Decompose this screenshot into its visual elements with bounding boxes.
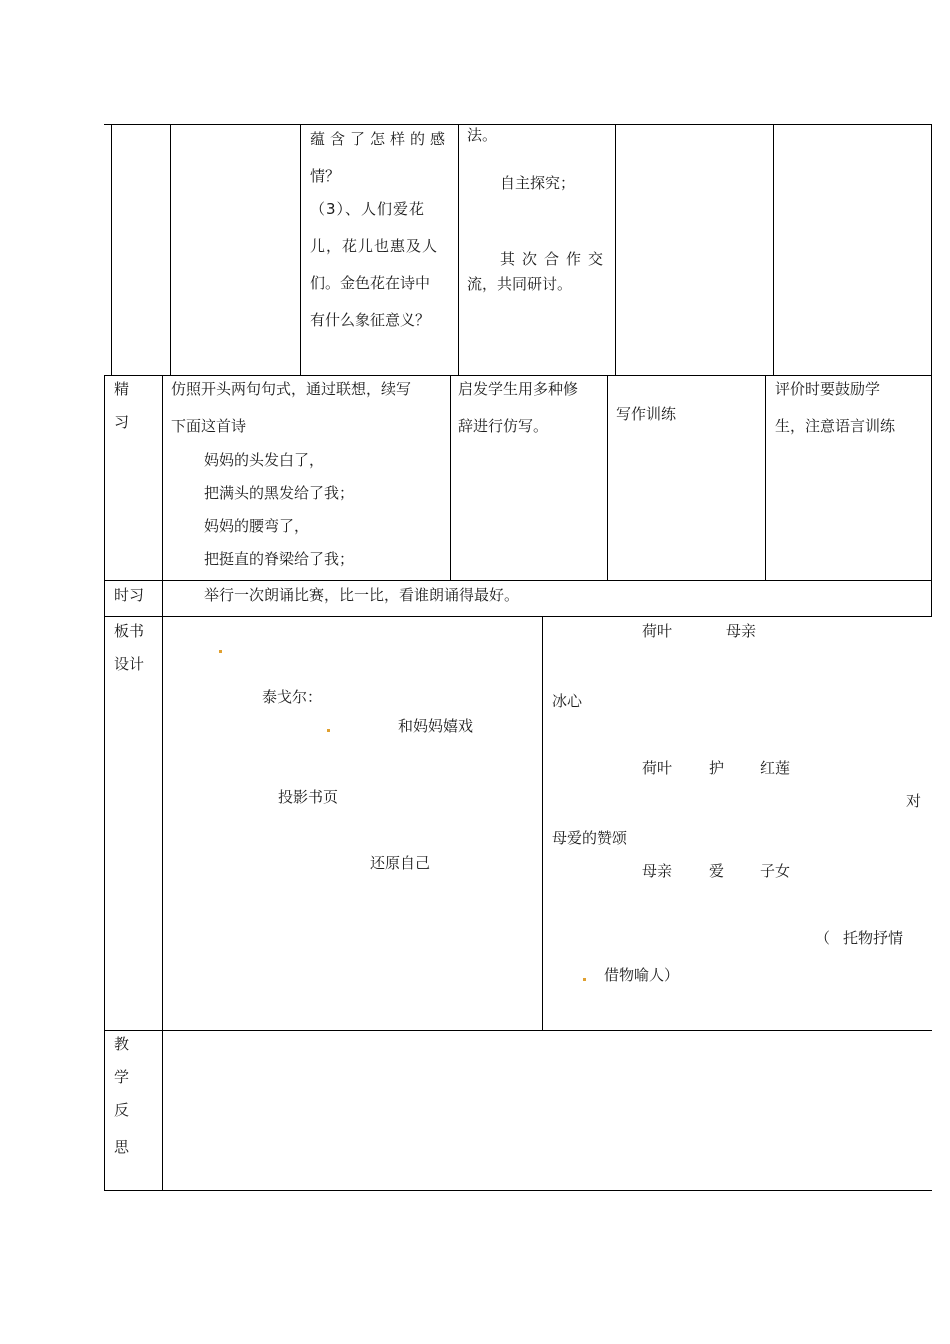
table-top-border	[104, 124, 932, 125]
poem-line: 把满头的黑发给了我；	[204, 484, 355, 502]
row1-question-line: （3）、人们爱花	[310, 200, 426, 218]
board-author: 泰戈尔：	[262, 688, 323, 706]
board-theme: 母爱的赞颂	[552, 829, 628, 847]
board-word: 红莲	[760, 759, 791, 777]
banshu-label-line: 板书	[114, 622, 145, 640]
board-author: 冰心	[552, 692, 583, 710]
row1-question-line: 们。金色花在诗中	[310, 274, 431, 292]
board-paren: （	[815, 929, 831, 947]
poem-line: 妈妈的腰弯了，	[204, 517, 310, 535]
shixi-content: 举行一次朗诵比赛，比一比，看谁朗诵得最好。	[204, 586, 520, 604]
marker-dot	[219, 650, 222, 653]
shixi-vline-1	[162, 580, 163, 616]
fansi-label-char: 思	[114, 1138, 130, 1156]
shixi-bottom-border	[104, 616, 932, 617]
jingxi-method-line: 辞进行仿写。	[458, 417, 549, 435]
jingxi-bottom-border	[104, 580, 932, 581]
board-word: 子女	[760, 862, 791, 880]
marker-dot	[583, 978, 586, 981]
fansi-label-char: 反	[114, 1101, 130, 1119]
row1-question-line: 有什么象征意义？	[310, 311, 431, 329]
jingxi-vline-2	[450, 375, 451, 580]
table-right-border	[931, 124, 932, 578]
row1-method-line: 自主探究；	[500, 174, 576, 192]
board-item: 投影书页	[278, 788, 339, 806]
row1-vline-3	[458, 124, 459, 375]
banshu-label-line: 设计	[114, 655, 145, 673]
board-word: 荷叶	[642, 759, 673, 777]
poem-line: 把挺直的脊梁给了我；	[204, 550, 355, 568]
board-item: 和妈妈嬉戏	[398, 717, 474, 735]
fansi-label-char: 学	[114, 1068, 130, 1086]
board-word: 爱	[709, 862, 725, 880]
row1-bottom-border	[104, 375, 932, 376]
jingxi-eval-line: 评价时要鼓励学	[775, 380, 881, 398]
board-word: 母亲	[726, 622, 757, 640]
board-word: 荷叶	[642, 622, 673, 640]
row1-vline-2	[300, 124, 301, 375]
row1-question-line: 蕴含了怎样的感	[310, 130, 451, 148]
board-word: 母亲	[642, 862, 673, 880]
row1-vline-0	[111, 124, 112, 375]
jingxi-activity: 写作训练	[616, 405, 677, 423]
marker-dot	[327, 729, 330, 732]
shixi-label: 时习	[114, 586, 145, 604]
board-item: 还原自己	[370, 854, 431, 872]
board-method: 借物喻人）	[604, 966, 680, 984]
jingxi-content-line: 仿照开头两句句式，通过联想，续写	[171, 380, 412, 398]
table-right-border-lower	[931, 578, 932, 616]
fansi-label-char: 教	[114, 1035, 130, 1053]
jingxi-eval-line: 生，注意语言训练	[775, 417, 896, 435]
row1-question-line: 儿，花儿也惠及人	[310, 237, 439, 255]
row1-method-line: 法。	[467, 126, 498, 144]
row1-vline-1	[170, 124, 171, 375]
banshu-vline-2	[542, 616, 543, 1030]
poem-line: 妈妈的头发白了，	[204, 451, 325, 469]
table-bottom-border	[104, 1190, 932, 1191]
jingxi-label-char: 精	[114, 380, 130, 398]
row1-method-line: 其次合作交	[500, 250, 611, 268]
jingxi-content-line: 下面这首诗	[171, 417, 247, 435]
jingxi-label-char: 习	[114, 413, 130, 431]
board-word: 护	[709, 759, 725, 777]
table-left-border	[104, 375, 105, 1191]
jingxi-method-line: 启发学生用多种修	[458, 380, 579, 398]
board-method: 托物抒情	[843, 929, 904, 947]
jingxi-vline-3	[607, 375, 608, 580]
jingxi-vline-1	[162, 375, 163, 580]
jingxi-vline-4	[765, 375, 766, 580]
row1-vline-5	[773, 124, 774, 375]
fansi-content-cell	[163, 1031, 931, 1190]
board-word: 对	[906, 792, 922, 810]
row1-question-line: 情？	[310, 167, 341, 185]
row1-method-line: 流，共同研讨。	[467, 275, 573, 293]
row1-vline-4	[615, 124, 616, 375]
